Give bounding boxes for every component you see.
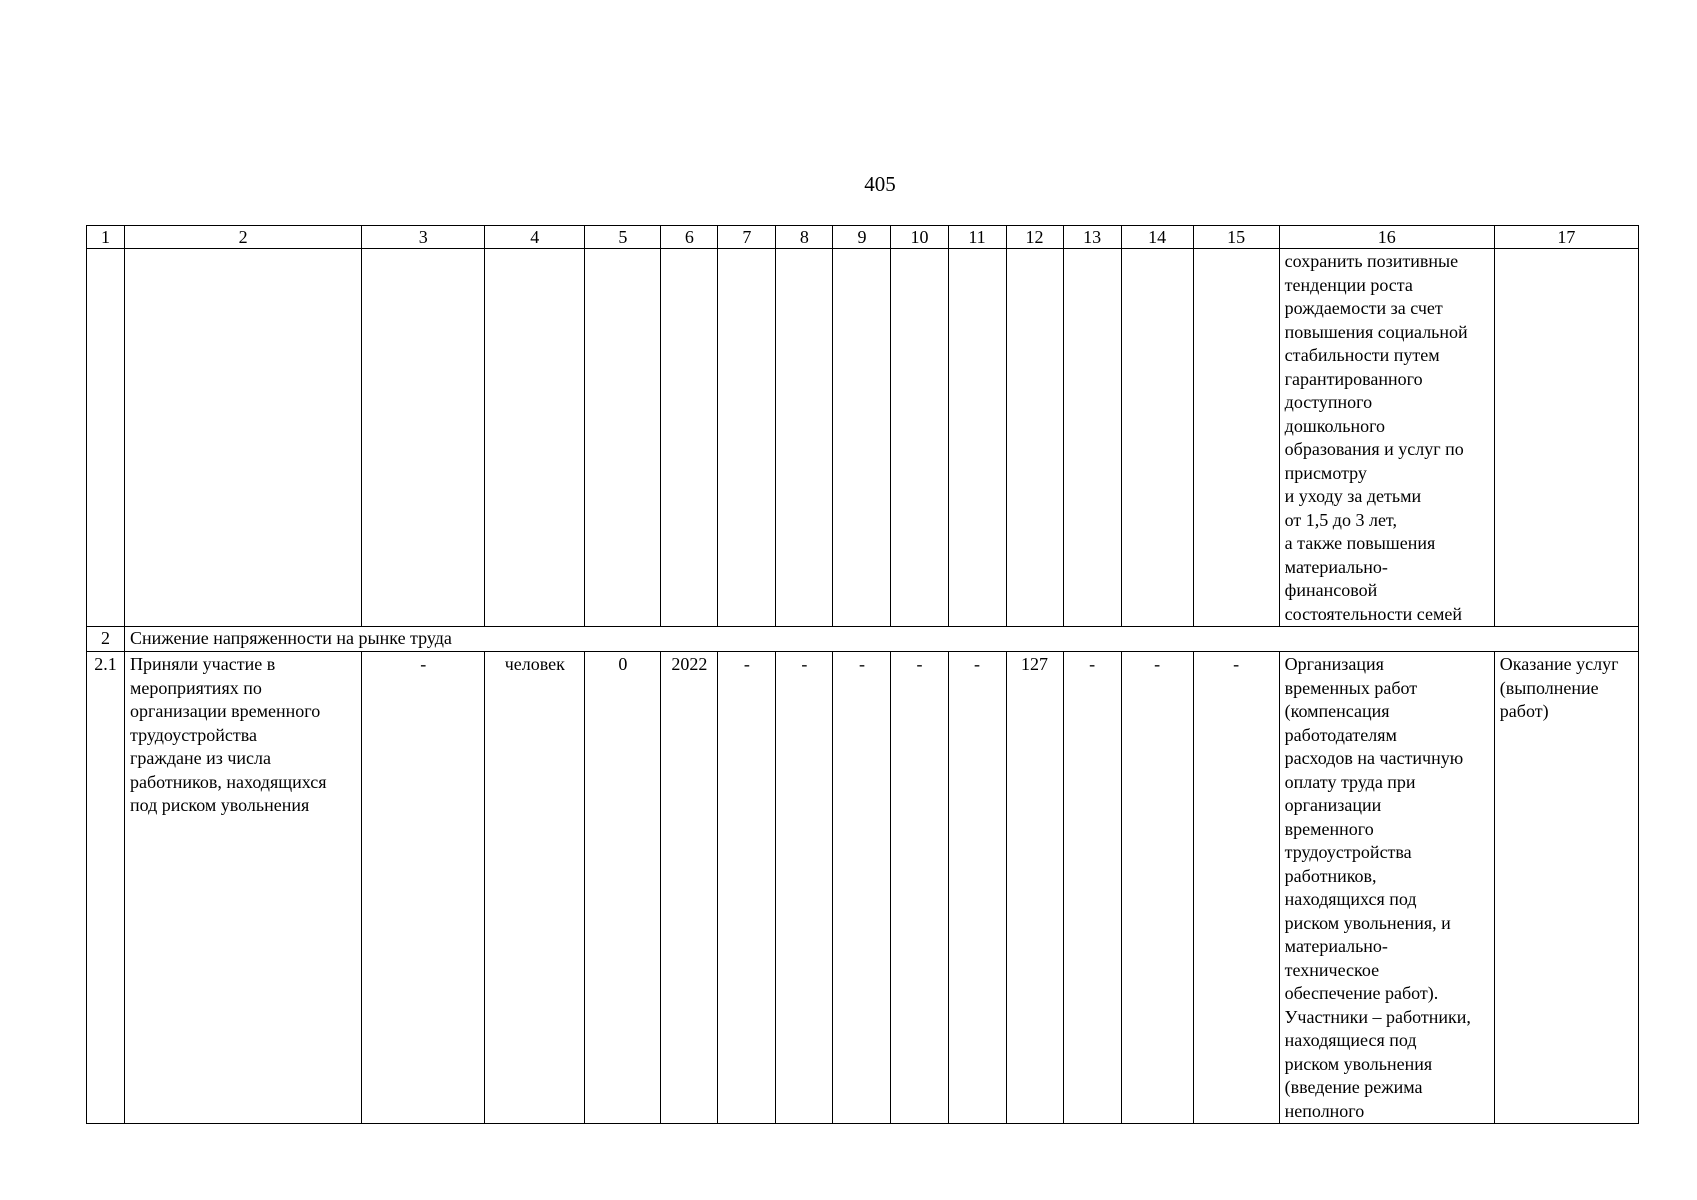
continued-description-cell: сохранить позитивные тенденции роста рождаемости за счет повышения социальной стабильности путем гарантированного доступного дошкольного образования и услуг по присмотру и уходу за детьми от 1,5 до 3 лет, а также повышения материально- финансовой состоятельности семей bbox=[1279, 249, 1494, 627]
page-number: 405 bbox=[864, 172, 896, 196]
column-number: 13 bbox=[1063, 226, 1121, 249]
column-number: 12 bbox=[1006, 226, 1063, 249]
table-cell bbox=[776, 249, 833, 627]
column-number: 1 bbox=[87, 226, 125, 249]
data-table bbox=[86, 225, 1639, 1124]
table-cell: - bbox=[891, 652, 948, 1124]
column-number: 5 bbox=[585, 226, 661, 249]
table-cell bbox=[1494, 249, 1638, 627]
table-cell bbox=[1121, 249, 1193, 627]
table-cell: - bbox=[362, 652, 485, 1124]
section-title: Снижение напряженности на рынке труда bbox=[125, 627, 1639, 652]
table-cell bbox=[87, 249, 125, 627]
column-number-row bbox=[87, 226, 1639, 249]
column-number: 6 bbox=[661, 226, 718, 249]
table-cell bbox=[1193, 249, 1279, 627]
target-value-cell: 127 bbox=[1006, 652, 1063, 1124]
table-cell: - bbox=[776, 652, 833, 1124]
column-number: 8 bbox=[776, 226, 833, 249]
column-number: 2 bbox=[125, 226, 362, 249]
column-number: 9 bbox=[833, 226, 891, 249]
table-cell bbox=[1063, 249, 1121, 627]
table-cell: - bbox=[833, 652, 891, 1124]
column-number: 3 bbox=[362, 226, 485, 249]
table-cell bbox=[362, 249, 485, 627]
table-cell bbox=[125, 249, 362, 627]
table-cell: - bbox=[1121, 652, 1193, 1124]
table-cell bbox=[948, 249, 1006, 627]
section-row bbox=[87, 627, 1639, 652]
table-cell: - bbox=[1063, 652, 1121, 1124]
item-number: 2.1 bbox=[87, 652, 125, 1124]
table-cell bbox=[1006, 249, 1063, 627]
base-value-cell: 0 bbox=[585, 652, 661, 1124]
base-year-cell: 2022 bbox=[661, 652, 718, 1124]
column-number: 11 bbox=[948, 226, 1006, 249]
column-number: 7 bbox=[718, 226, 776, 249]
column-number: 14 bbox=[1121, 226, 1193, 249]
column-number: 15 bbox=[1193, 226, 1279, 249]
table-row bbox=[87, 652, 1639, 1124]
section-number: 2 bbox=[87, 627, 125, 652]
table-cell bbox=[891, 249, 948, 627]
table-cell bbox=[661, 249, 718, 627]
description-cell: Организация временных работ (компенсация работодателям расходов на частичную оплату труда при организации временного трудоустройства работников, находящихся под риском увольнения, и материально- техническое обеспечение работ). Участники – работники, находящиеся под риском увольнения (введение режима неполного bbox=[1279, 652, 1494, 1124]
continuation-row bbox=[87, 249, 1639, 627]
table-cell bbox=[718, 249, 776, 627]
item-name-cell: Приняли участие в мероприятиях по организации временного трудоустройства граждане из числа работников, находящихся под риском увольнения bbox=[125, 652, 362, 1124]
column-number: 4 bbox=[485, 226, 585, 249]
table-cell: - bbox=[1193, 652, 1279, 1124]
unit-cell: человек bbox=[485, 652, 585, 1124]
column-number: 17 bbox=[1494, 226, 1638, 249]
table-cell: - bbox=[948, 652, 1006, 1124]
column-number: 10 bbox=[891, 226, 948, 249]
service-type-cell: Оказание услуг (выполнение работ) bbox=[1494, 652, 1638, 1124]
table-cell bbox=[585, 249, 661, 627]
table-cell bbox=[485, 249, 585, 627]
column-number: 16 bbox=[1279, 226, 1494, 249]
table-cell bbox=[833, 249, 891, 627]
table-cell: - bbox=[718, 652, 776, 1124]
